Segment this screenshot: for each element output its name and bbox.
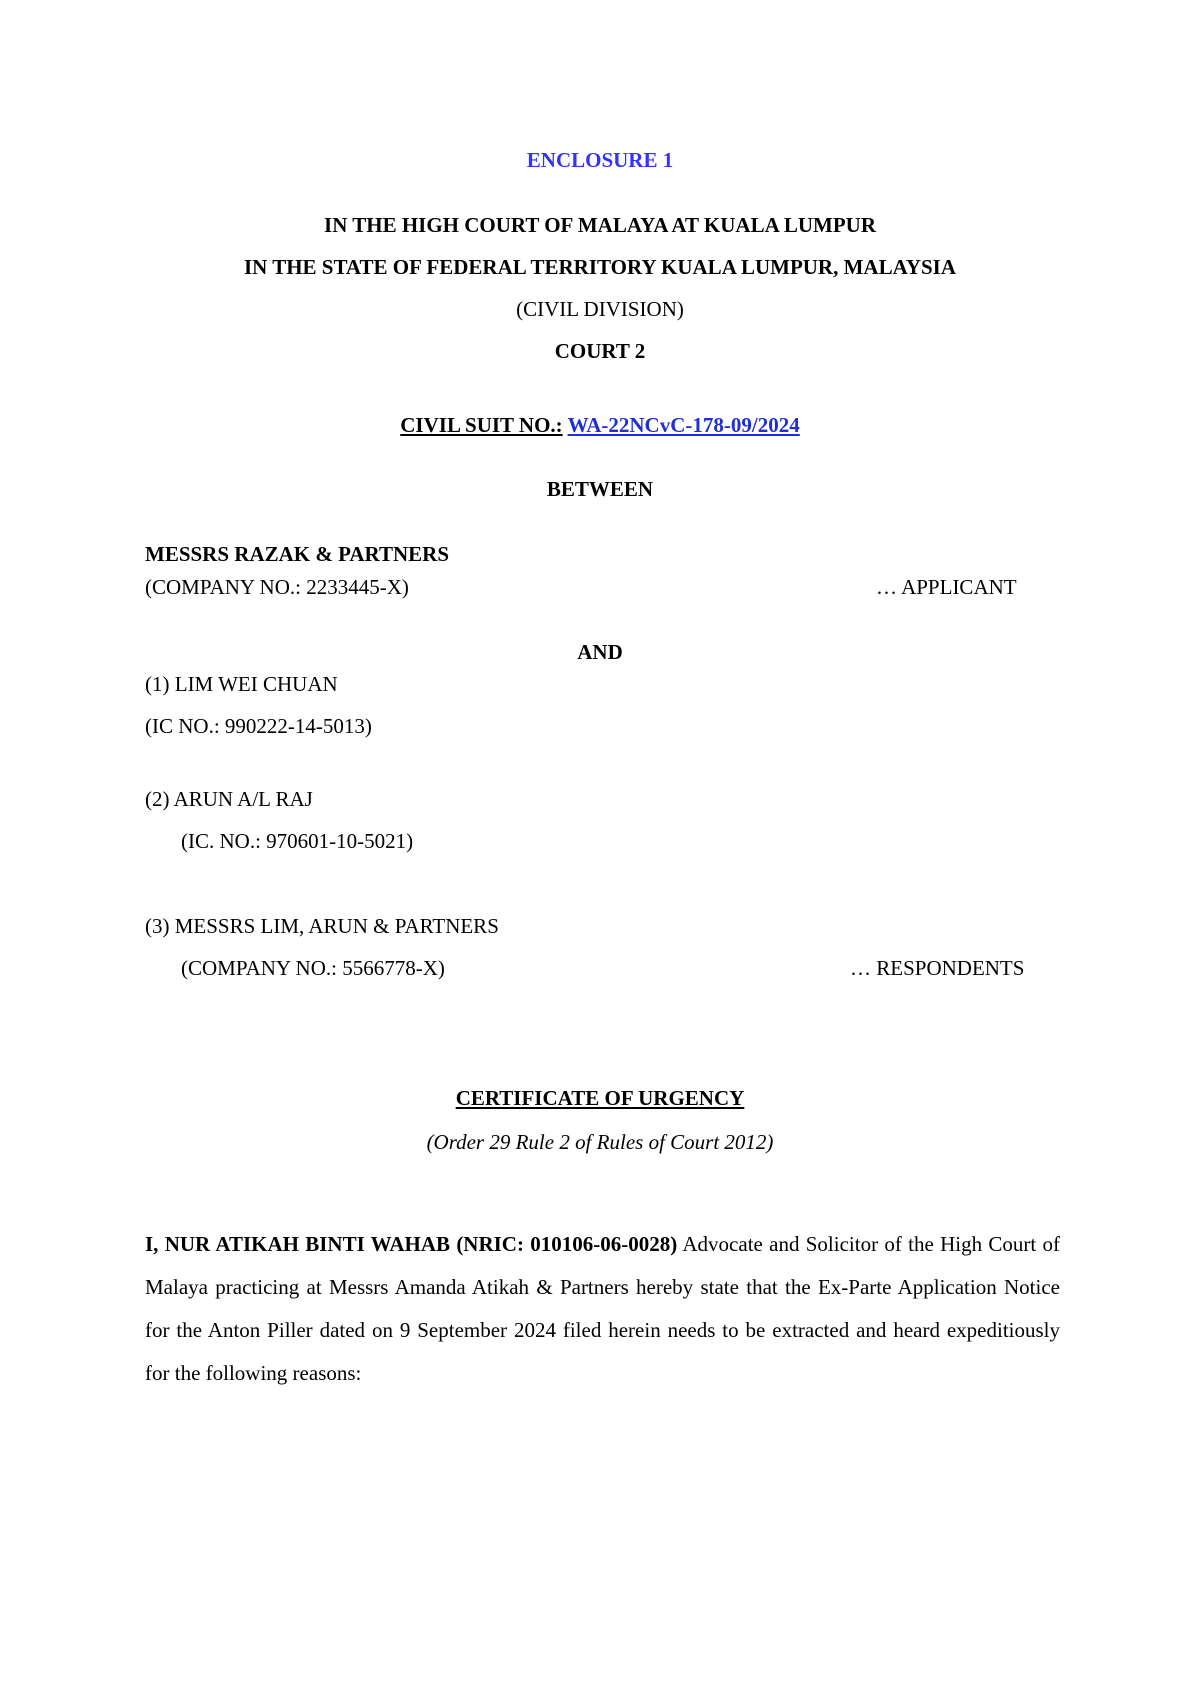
- civil-suit-line: [0, 415, 1200, 436]
- respondent2-ic: (IC. NO.: 970601-10-5021): [181, 829, 414, 853]
- court-division: (CIVIL DIVISION): [516, 297, 684, 321]
- court-title-line1: IN THE HIGH COURT OF MALAYA AT KUALA LUMPUR: [324, 213, 876, 237]
- declarant-name: I, NUR ATIKAH BINTI WAHAB (NRIC: 010106-06-0028): [145, 1232, 678, 1256]
- applicant-name: MESSRS RAZAK & PARTNERS: [145, 542, 449, 566]
- certificate-subtitle: (Order 29 Rule 2 of Rules of Court 2012): [426, 1130, 774, 1154]
- court-number: COURT 2: [554, 339, 646, 363]
- certificate-title: CERTIFICATE OF URGENCY: [455, 1086, 745, 1110]
- certificate-statement: Advocate and Solicitor of the High Court of Malaya practicing at Messrs Amanda Atikah & Partners hereby state that the Ex-Parte Application Notice for the Anton Piller dated on 9 September 2024 filed herein needs to be extracted and heard expeditiously for the following reasons:: [145, 1232, 1060, 1385]
- certificate-body-paragraph: [145, 1223, 1060, 1395]
- respondents-role: … RESPONDENTS: [850, 956, 1025, 980]
- respondent2-name: (2) ARUN A/L RAJ: [145, 787, 313, 811]
- applicant-role: … APPLICANT: [876, 575, 1017, 599]
- respondent3-company-no: (COMPANY NO.: 5566778-X): [181, 956, 445, 980]
- court-title-line2: IN THE STATE OF FEDERAL TERRITORY KUALA LUMPUR, MALAYSIA: [243, 255, 957, 279]
- civil-suit-label: CIVIL SUIT NO.:: [400, 413, 563, 437]
- and-label: AND: [577, 640, 623, 664]
- respondent1-ic: (IC NO.: 990222-14-5013): [145, 714, 372, 738]
- enclosure-label: ENCLOSURE 1: [526, 148, 674, 172]
- respondent1-name: (1) LIM WEI CHUAN: [145, 672, 338, 696]
- between-label: BETWEEN: [546, 477, 654, 501]
- civil-suit-number-link[interactable]: WA-22NCvC-178-09/2024: [567, 413, 800, 437]
- respondent3-name: (3) MESSRS LIM, ARUN & PARTNERS: [145, 914, 499, 938]
- applicant-company-no: (COMPANY NO.: 2233445-X): [145, 575, 409, 599]
